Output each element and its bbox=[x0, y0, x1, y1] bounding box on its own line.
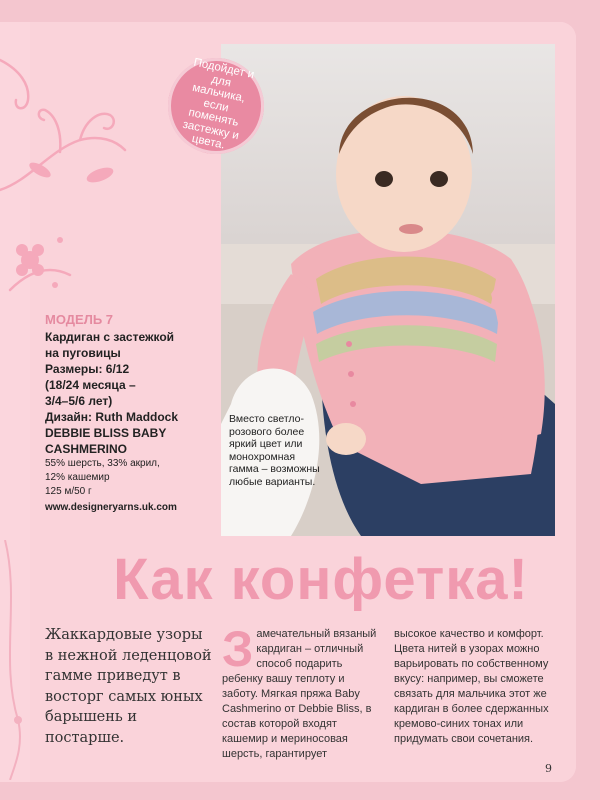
model-weight: 125 м/50 г bbox=[45, 486, 92, 497]
model-name-line1: Кардиган с застежкой bbox=[45, 330, 175, 344]
floral-flourish-icon bbox=[0, 40, 140, 320]
model-sizes-line2: (18/24 месяца – bbox=[45, 378, 136, 392]
photo-caption: Вместо светло-розового более яркий цвет или монохромная гамма – возможны любые варианты. bbox=[229, 413, 320, 488]
model-design: Дизайн: Ruth Maddock bbox=[45, 410, 179, 424]
model-yarn-line2: CASHMERINO bbox=[45, 442, 128, 456]
lead-text: Жаккардовые узоры в нежной леденцовой гамме приведут в восторг самых юных барышень и постарше. bbox=[45, 627, 212, 746]
model-yarn-line1: DEBBIE BLISS BABY bbox=[45, 426, 167, 440]
model-composition-line2: 12% кашемир bbox=[45, 472, 110, 483]
model-info bbox=[45, 312, 225, 515]
article-column-2: высокое качество и комфорт. Цвета нитей в узорах можно варьировать по собственному вкусу: например, вы сможете связать для мальчика этот же кардиган в более сдержанных кремово-синих тонах или придумать свои сочетания. bbox=[394, 628, 549, 745]
headline: Как конфетка! bbox=[113, 547, 529, 612]
article-column-1 bbox=[222, 621, 382, 762]
model-name-line2: на пуговицы bbox=[45, 346, 121, 360]
model-sizes-line1: Размеры: 6/12 bbox=[45, 362, 130, 376]
article-col1-text: амечательный вязаный кардиган – отличный способ подарить ребенку вашу теплоту и заботу. Мягкая пряжа Baby Cashmerino от Debbie Bliss, в состав которой входят кашемир и мериносовая шерсть, гарантирует bbox=[222, 628, 377, 760]
vine-decoration-icon bbox=[0, 540, 40, 780]
badge-text: Подойдет и для мальчика, если поменять застежку и цвета. bbox=[181, 56, 256, 152]
dropcap: З bbox=[222, 621, 254, 677]
page-number: 9 bbox=[545, 762, 552, 775]
model-url[interactable]: www.designeryarns.uk.com bbox=[45, 502, 177, 513]
model-title: МОДЕЛЬ 7 bbox=[45, 312, 114, 327]
model-sizes-line3: 3/4–5/6 лет) bbox=[45, 394, 113, 408]
model-composition-line1: 55% шерсть, 33% акрил, bbox=[45, 458, 160, 469]
